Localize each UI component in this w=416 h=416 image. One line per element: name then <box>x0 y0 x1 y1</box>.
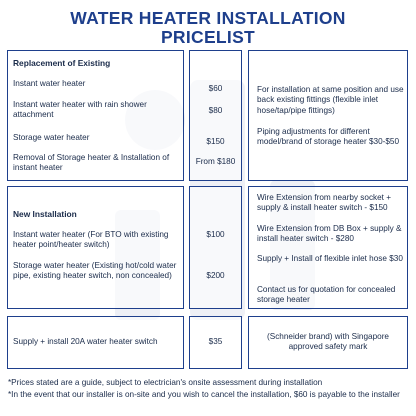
section1-item-2-price: $80 <box>208 106 223 115</box>
section1-note-2: Piping adjustments for different model/brand of storage heater $30-$50 <box>257 127 400 147</box>
section1-item-1-label: Instant water heater <box>13 79 86 88</box>
section3-note: (Schneider brand) with Singapore approved safety mark <box>267 332 389 352</box>
section1-item-1-price: $60 <box>208 84 223 93</box>
section1-item-3-label: Storage water heater <box>13 133 90 142</box>
section3-label: Supply + install 20A water heater switch <box>13 337 158 346</box>
footnote-1: *Prices stated are a guide, subject to electrician's onsite assessment during installation <box>8 378 323 387</box>
section2-item-1-label: Instant water heater (For BTO with existing heater point/heater switch) <box>13 230 169 250</box>
section3-price: $35 <box>208 337 223 346</box>
section2-note-1: Wire Extension from nearby socket + supply & install heater switch - $150 <box>257 193 392 213</box>
section2-item-2-label: Storage water heater (Existing hot/cold water pipe, existing heater switch, non concealed) <box>13 261 177 281</box>
section2-item-1-price: $100 <box>206 230 225 239</box>
section1-item-3-price: $150 <box>206 137 225 146</box>
footnote-2: *In the event that our installer is on-site and you wish to cancel the installation, $60 is payable to the installer <box>8 390 400 399</box>
section1-item-2-label: Instant water heater with rain shower attachment <box>13 100 147 120</box>
section2-price-box <box>189 186 242 309</box>
section1-item-4-price: From $180 <box>195 157 236 166</box>
section1-note-1: For installation at same position and use back existing fittings (flexible inlet hose/tap/pipe fittings) <box>257 85 404 115</box>
page-title: WATER HEATER INSTALLATION <box>70 8 346 28</box>
section2-item-2-price: $200 <box>206 271 225 280</box>
section1-heading: Replacement of Existing <box>13 58 111 68</box>
section2-note-2: Wire Extension from DB Box + supply & install heater switch - $280 <box>257 224 402 244</box>
section1-item-4-label: Removal of Storage heater & Installation of instant heater <box>13 153 170 173</box>
section2-note-3: Supply + Install of flexible inlet hose $30 <box>257 254 403 263</box>
page-subtitle: PRICELIST <box>160 27 256 47</box>
section2-heading: New Installation <box>13 209 77 219</box>
section2-note-4: Contact us for quotation for concealed storage heater <box>257 285 396 305</box>
